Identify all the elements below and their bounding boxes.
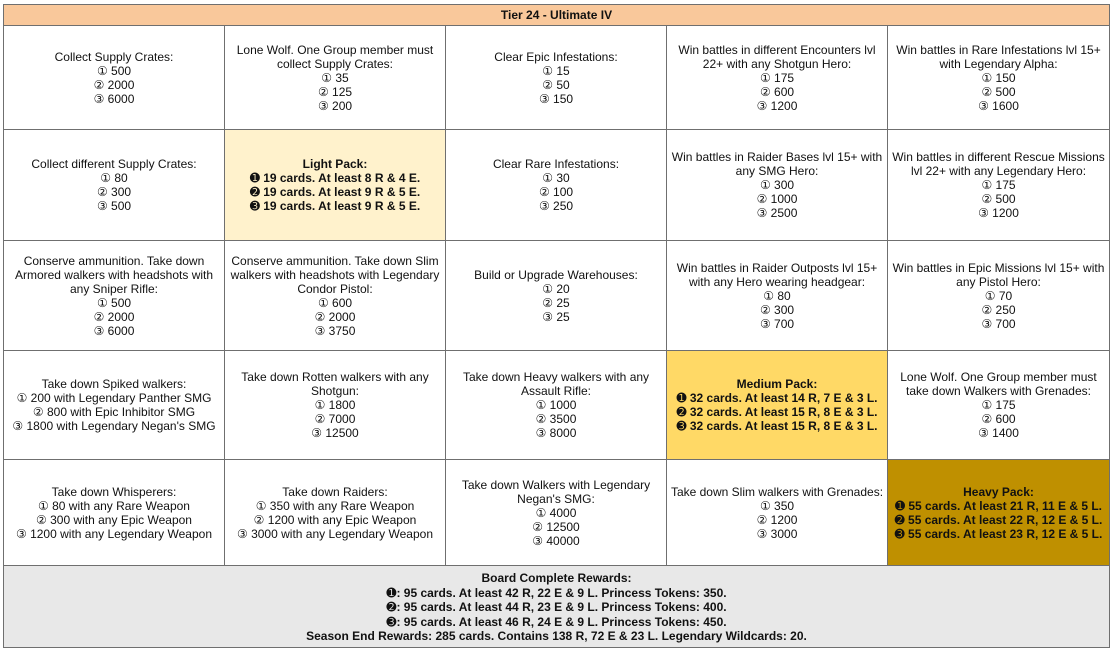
task-goal-line: ② 1200: [756, 512, 798, 527]
task-cell: [4, 460, 225, 566]
pack-reward-line: ➋ 19 cards. At least 9 R & 5 E.: [249, 185, 421, 199]
task-goal-line: ① 1800: [314, 398, 356, 412]
task-goal-line: ① 175: [981, 178, 1016, 192]
season-end-rewards: Season End Rewards: 285 cards. Contains 138 R, 72 E & 23 L. Legendary Wildcards: 20.: [306, 629, 807, 643]
task-cell: [4, 241, 225, 351]
medium-pack-cell: [667, 351, 888, 460]
task-goal-line: ③ 12500: [311, 426, 359, 440]
task-goal-line: ③ 6000: [93, 91, 135, 106]
task-goal-line: ③ 200: [317, 98, 353, 113]
task-description: Take down Rotten walkers with any Shotgun:: [241, 370, 429, 398]
task-goal-line: ① 1000: [535, 398, 577, 412]
task-goal-line: ② 25: [542, 295, 570, 310]
task-description: Clear Epic Infestations:: [494, 49, 618, 64]
task-cell: [225, 241, 446, 351]
task-cell: [225, 351, 446, 460]
task-description: Win battles in different Rescue Missions lvl 22+ with any Legendary Hero:: [892, 150, 1105, 178]
task-goal-line: ③ 500: [96, 199, 132, 213]
task-description: Lone Wolf. One Group member must collect Supply Crates:: [236, 42, 434, 71]
task-goal-line: ① 600: [317, 295, 353, 310]
task-cell: [4, 130, 225, 241]
task-description: Collect different Supply Crates:: [31, 157, 197, 171]
pack-reward-line: ➌ 55 cards. At least 23 R, 12 E & 5 L.: [894, 526, 1103, 541]
task-cell: [225, 460, 446, 566]
task-goal-line: ③ 700: [981, 316, 1016, 331]
task-goal-line: ② 600: [981, 412, 1016, 426]
task-description: Take down Heavy walkers with any Assault Rifle:: [462, 370, 650, 398]
task-goal-line: ① 300: [759, 178, 795, 192]
task-goal-line: ③ 150: [538, 91, 574, 106]
task-goal-line: ② 1200 with any Epic Weapon: [253, 512, 417, 527]
task-goal-line: ② 250: [981, 302, 1016, 317]
task-goal-line: ③ 1800 with Legendary Negan's SMG: [12, 419, 216, 433]
task-goal-line: ② 2000: [93, 77, 135, 92]
task-cell: [888, 130, 1109, 241]
task-goal-line: ③ 2500: [756, 206, 798, 220]
pack-reward-line: ➊ 55 cards. At least 21 R, 11 E & 5 L.: [894, 498, 1103, 513]
task-cell: [446, 130, 667, 241]
task-goal-line: ③ 1200 with any Legendary Weapon: [15, 526, 212, 541]
task-goal-line: ② 2000: [314, 309, 356, 324]
task-description: Take down Spiked walkers:: [41, 377, 187, 391]
task-goal-line: ③ 40000: [532, 533, 580, 548]
board-rewards: [4, 566, 1109, 647]
task-cell: [667, 241, 888, 351]
task-goal-line: ① 20: [542, 281, 570, 296]
task-goal-line: ③ 700: [759, 316, 795, 331]
task-description: Take down Raiders:: [282, 484, 388, 499]
task-goal-line: ② 300 with any Epic Weapon: [36, 512, 192, 527]
board-reward-line-2: ➋: 95 cards. At least 44 R, 23 E & 9 L. Princess Tokens: 400.: [386, 600, 727, 614]
task-description: Collect Supply Crates:: [54, 49, 174, 64]
task-description: Conserve ammunition. Take down Armored walkers with headshots with any Sniper Rifle:: [14, 253, 214, 296]
task-cell: [888, 26, 1109, 130]
task-cell: [446, 241, 667, 351]
task-description: Lone Wolf. One Group member must take down Walkers with Grenades:: [900, 370, 1097, 398]
task-goal-line: ① 80: [763, 288, 791, 303]
task-goal-line: ① 4000: [535, 505, 577, 520]
task-description: Win battles in different Encounters lvl 22+ with any Shotgun Hero:: [678, 42, 876, 71]
task-goal-line: ② 800 with Epic Inhibitor SMG: [32, 405, 196, 419]
task-cell: [446, 26, 667, 130]
task-cell: [4, 26, 225, 130]
task-goal-line: ② 500: [981, 84, 1016, 99]
task-description: Take down Whisperers:: [51, 484, 177, 499]
task-goal-line: ② 7000: [314, 412, 356, 426]
pack-reward-line: ➌ 32 cards. At least 15 R, 8 E & 3 L.: [676, 419, 878, 433]
task-goal-line: ③ 250: [538, 199, 574, 213]
task-goal-line: ③ 1200: [756, 98, 798, 113]
task-description: Win battles in Epic Missions lvl 15+ with any Pistol Hero:: [892, 260, 1105, 289]
task-cell: [667, 130, 888, 241]
task-goal-line: ① 200 with Legendary Panther SMG: [16, 391, 212, 405]
task-goal-line: ① 175: [759, 70, 795, 85]
task-cell: [446, 460, 667, 566]
task-description: Build or Upgrade Warehouses:: [474, 267, 638, 282]
task-goal-line: ③ 3000: [756, 526, 798, 541]
pack-reward-line: ➊ 19 cards. At least 8 R & 4 E.: [249, 171, 421, 185]
task-goal-line: ③ 8000: [535, 426, 577, 440]
tier-title: Tier 24 - Ultimate IV: [4, 5, 1109, 26]
heavy-pack-cell: [888, 460, 1109, 566]
task-goal-line: ③ 1200: [978, 206, 1019, 220]
task-description: Take down Slim walkers with Grenades:: [670, 484, 884, 499]
task-description: Win battles in Raider Outposts lvl 15+ with any Hero wearing headgear:: [676, 260, 878, 289]
task-goal-line: ① 80: [100, 171, 128, 185]
task-goal-line: ① 350 with any Rare Weapon: [255, 498, 415, 513]
task-description: Win battles in Raider Bases lvl 15+ with any SMG Hero:: [671, 150, 883, 178]
task-goal-line: ① 70: [984, 288, 1013, 303]
board-complete-heading: Board Complete Rewards:: [481, 571, 632, 585]
task-cell: [225, 26, 446, 130]
pack-title: Light Pack:: [302, 157, 368, 171]
task-cell: [888, 351, 1109, 460]
task-grid: [4, 26, 1109, 566]
task-goal-line: ② 500: [981, 192, 1016, 206]
task-goal-line: ② 300: [759, 302, 795, 317]
tier-board: [3, 4, 1110, 648]
pack-reward-line: ➊ 32 cards. At least 14 R, 7 E & 3 L.: [676, 391, 878, 405]
task-goal-line: ① 35: [321, 70, 349, 85]
task-cell: [667, 26, 888, 130]
pack-title: Heavy Pack:: [963, 484, 1034, 499]
task-goal-line: ① 80 with any Rare Weapon: [38, 498, 190, 513]
task-goal-line: ③ 1600: [978, 98, 1019, 113]
task-goal-line: ③ 1400: [978, 426, 1019, 440]
task-cell: [4, 351, 225, 460]
task-goal-line: ③ 6000: [93, 323, 135, 338]
task-goal-line: ③ 25: [542, 309, 570, 324]
task-goal-line: ① 350: [759, 498, 795, 513]
board-reward-line-1: ➊: 95 cards. At least 42 R, 22 E & 9 L. Princess Tokens: 350.: [386, 585, 727, 600]
task-goal-line: ① 175: [981, 398, 1016, 412]
task-goal-line: ③ 3000 with any Legendary Weapon: [236, 526, 433, 541]
task-goal-line: ① 150: [981, 70, 1016, 85]
task-cell: [446, 351, 667, 460]
task-description: Clear Rare Infestations:: [492, 157, 620, 171]
task-description: Take down Walkers with Legendary Negan's SMG:: [461, 477, 651, 506]
task-goal-line: ② 50: [542, 77, 570, 92]
task-description: Win battles in Rare Infestations lvl 15+ with Legendary Alpha:: [896, 42, 1101, 71]
task-goal-line: ② 600: [759, 84, 795, 99]
task-goal-line: ② 2000: [93, 309, 135, 324]
task-goal-line: ① 500: [96, 63, 132, 78]
task-cell: [888, 241, 1109, 351]
task-goal-line: ① 30: [542, 171, 570, 185]
light-pack-cell: [225, 130, 446, 241]
task-goal-line: ② 300: [96, 185, 132, 199]
task-description: Conserve ammunition. Take down Slim walkers with headshots with Legendary Condor Pistol:: [230, 253, 440, 296]
task-goal-line: ② 12500: [532, 519, 580, 534]
board-reward-line-3: ➌: 95 cards. At least 46 R, 24 E & 9 L. Princess Tokens: 450.: [386, 614, 727, 629]
task-goal-line: ② 125: [317, 84, 353, 99]
task-goal-line: ② 3500: [535, 412, 577, 426]
task-goal-line: ② 100: [538, 185, 574, 199]
task-goal-line: ② 1000: [756, 192, 798, 206]
pack-reward-line: ➋ 32 cards. At least 15 R, 8 E & 3 L.: [676, 405, 878, 419]
task-cell: [667, 460, 888, 566]
task-goal-line: ① 15: [542, 63, 570, 78]
pack-title: Medium Pack:: [736, 377, 818, 391]
task-goal-line: ③ 3750: [314, 323, 356, 338]
pack-reward-line: ➌ 19 cards. At least 9 R & 5 E.: [249, 199, 421, 213]
pack-reward-line: ➋ 55 cards. At least 22 R, 12 E & 5 L.: [894, 512, 1103, 527]
task-goal-line: ① 500: [96, 295, 132, 310]
